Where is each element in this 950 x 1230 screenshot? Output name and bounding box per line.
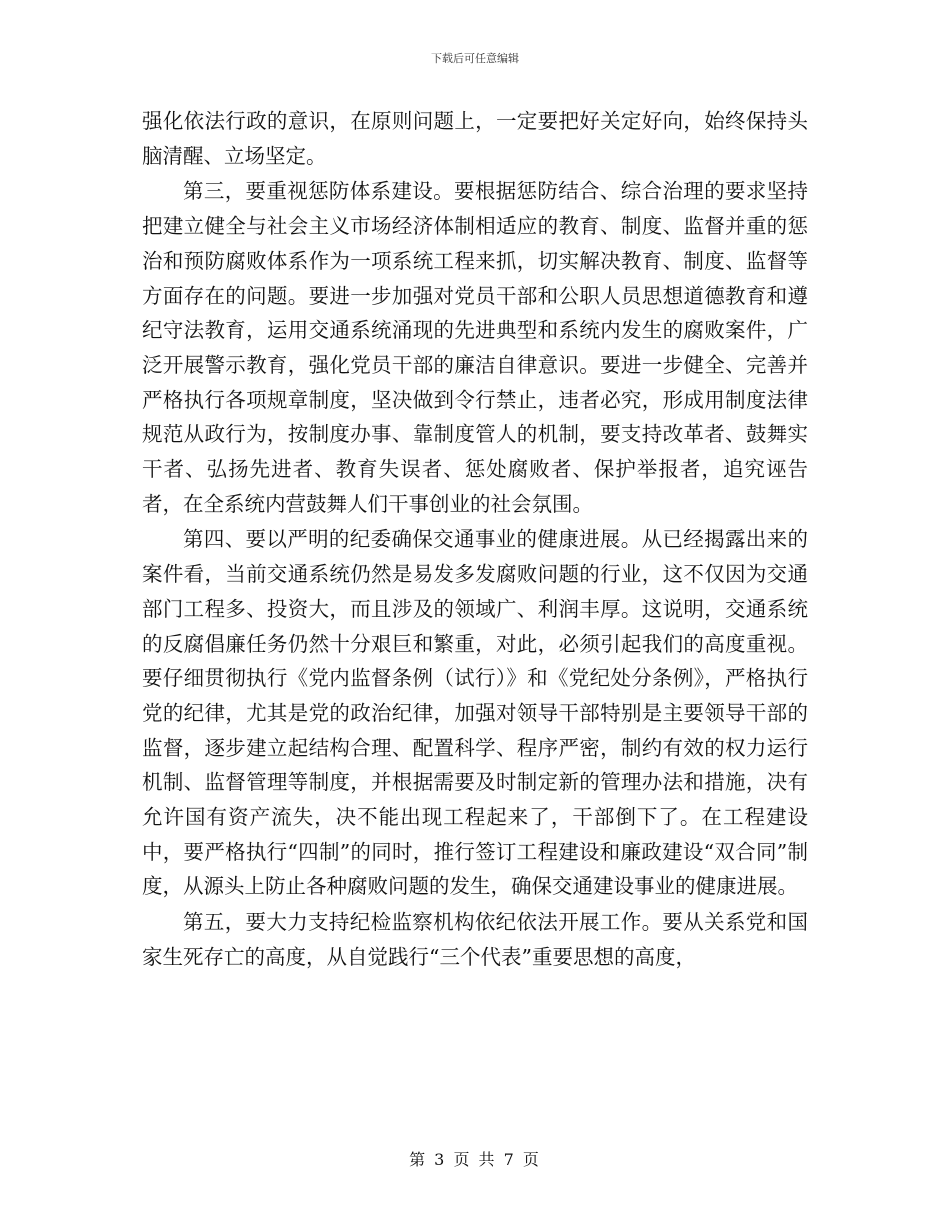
document-body <box>142 104 808 976</box>
paragraph-point-five: 第五，要大力支持纪检监察机构依纪依法开展工作。要从关系党和国家生死存亡的高度，从自觉践行“三个代表”重要思想的高度， <box>142 910 808 969</box>
paragraph-point-four: 第四、要以严明的纪委确保交通事业的健康进展。从已经揭露出来的案件看，当前交通系统仍然是易发多发腐败问题的行业，这不仅因为交通部门工程多、投资大，而且涉及的领域广、利润丰厚。这说明，交通系统的反腐倡廉任务仍然十分艰巨和繁重，对此，必须引起我们的高度重视。要仔细贯彻执行《党内监督条例（试行）》和《党纪处分条例》，严格执行党的纪律，尤其是党的政治纪律，加强对领导干部特别是主要领导干部的监督，逐步建立起结构合理、配置科学、程序严密，制约有效的权力运行机制、监督管理等制度，并根据需要及时制定新的管理办法和措施，决有允许国有资产流失，决不能出现工程起来了，干部倒下了。在工程建设中，要严格执行“四制”的同时，推行签订工程建设和廉政建设“双合同”制度，从源头上防止各种腐败问题的发生，确保交通建设事业的健康进展。 <box>142 527 808 899</box>
page-header-note: 下载后可任意编辑 <box>431 52 519 65</box>
paragraph-point-three: 第三，要重视惩防体系建设。要根据惩防结合、综合治理的要求坚持把建立健全与社会主义市场经济体制相适应的教育、制度、监督并重的惩治和预防腐败体系作为一项系统工程来抓，切实解决教育、制度、监督等方面存在的问题。要进一步加强对党员干部和公职人员思想道德教育和遵纪守法教育，运用交通系统涌现的先进典型和系统内发生的腐败案件，广泛开展警示教育，强化党员干部的廉洁自律意识。要进一步健全、完善并严格执行各项规章制度，坚决做到令行禁止，违者必究，形成用制度法律规范从政行为，按制度办事、靠制度管人的机制，要支持改革者、鼓舞实干者、弘扬先进者、教育失误者、惩处腐败者、保护举报者，追究诬告者，在全系统内营鼓舞人们干事创业的社会氛围。 <box>142 179 808 516</box>
paragraph-continuation: 强化依法行政的意识，在原则问题上，一定要把好关定好向，始终保持头脑清醒、立场坚定。 <box>142 109 808 168</box>
page-number-footer: 第 3 页 共 7 页 <box>409 1150 541 1169</box>
